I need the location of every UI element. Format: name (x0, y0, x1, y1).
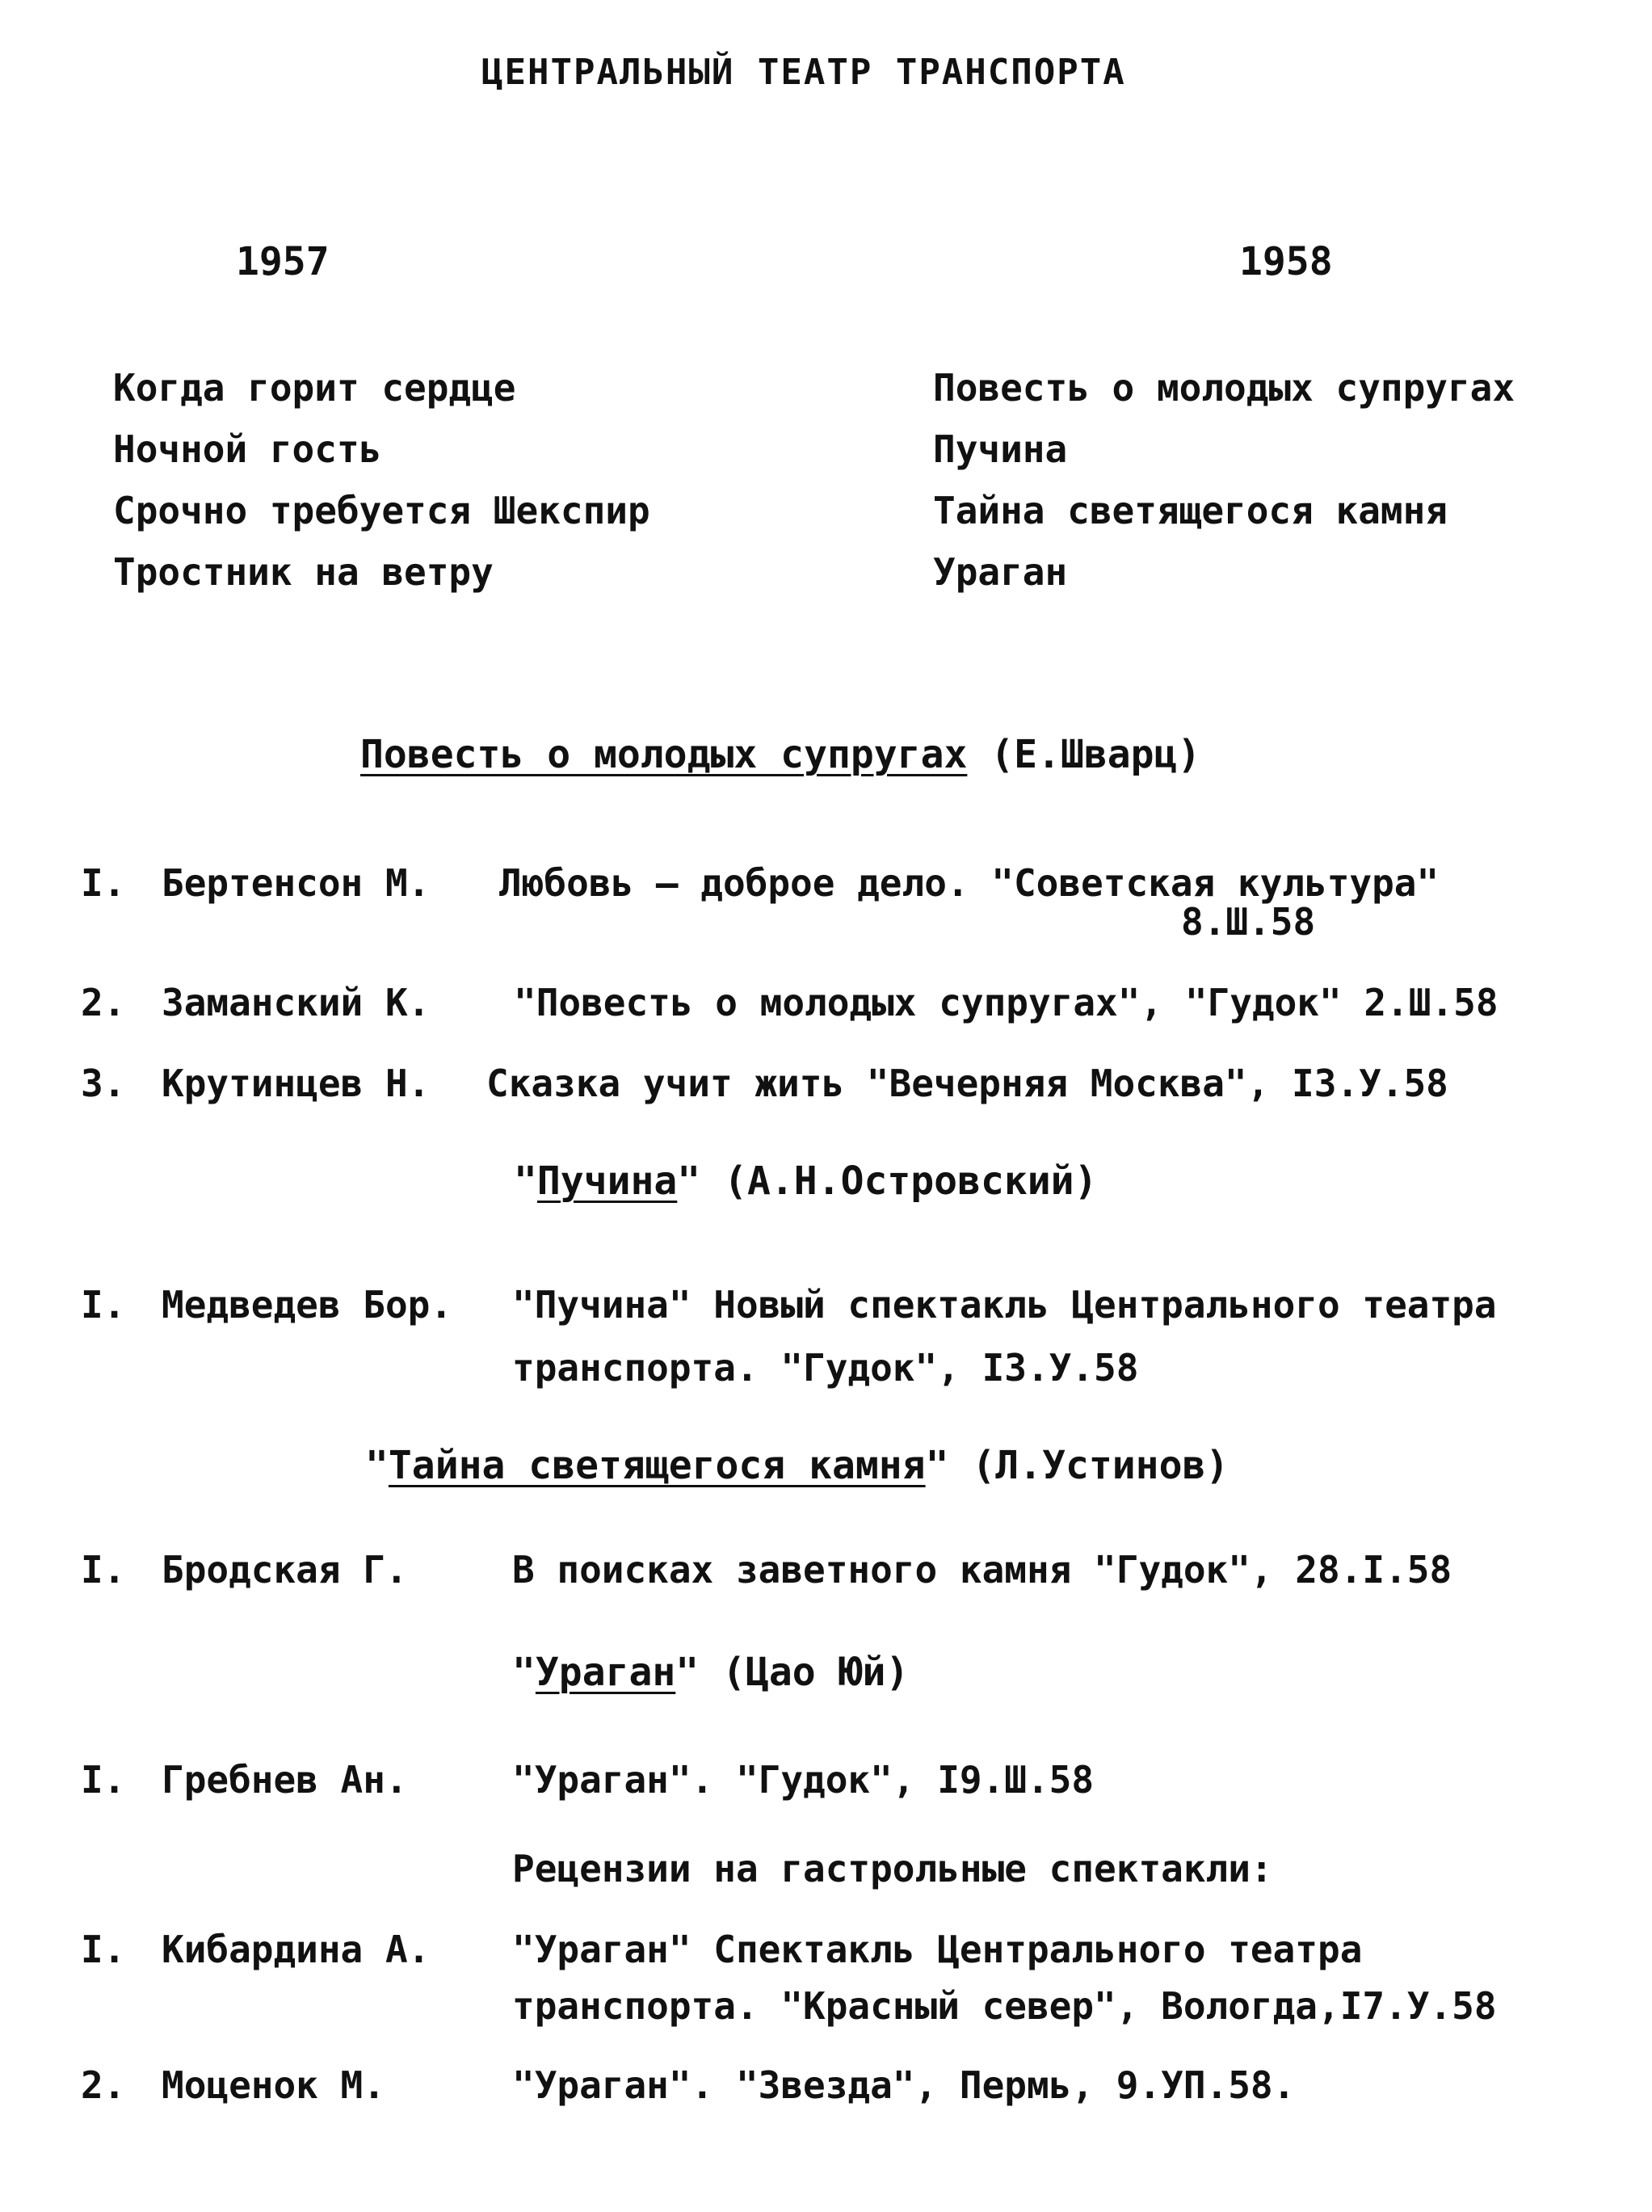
entry-text: "Ураган". "Звезда", Пермь, 9.УП.58. (512, 2063, 1296, 2107)
entry-text-cont: транспорта. "Красный север", Вологда,I7.У.58 (512, 1984, 1497, 2028)
entry-text: "Пучина" Новый спектакль Центрального театра (512, 1283, 1497, 1327)
entry-text: В поисках заветного камня "Гудок", 28.I.58 (512, 1548, 1452, 1592)
entry-author: Заманский К. (162, 981, 431, 1024)
section-heading: "Тайна светящегося камня" (Л.Устинов) (365, 1443, 1230, 1488)
list-item: Ночной гость (113, 427, 382, 471)
list-item: Повесть о молодых супругах (933, 366, 1515, 410)
entry-author: Моценок М. (162, 2063, 385, 2107)
list-item: Тростник на ветру (113, 550, 494, 594)
entry-author: Бродская Г. (162, 1548, 408, 1592)
entry-author: Медведев Бор. (162, 1283, 453, 1327)
section-heading: Повесть о молодых супругах (Е.Шварц) (360, 732, 1201, 777)
play-title: Ураган (535, 1650, 676, 1695)
entry-author: Гребнев Ан. (162, 1758, 408, 1802)
entry-author: Крутинцев Н. (162, 1062, 431, 1105)
tour-heading: Рецензии на гастрольные спектакли: (512, 1847, 1273, 1890)
repertoire-1957-list (113, 357, 650, 603)
list-item: Когда горит сердце (113, 366, 516, 410)
section-heading: "Пучина" (А.Н.Островский) (514, 1159, 1098, 1204)
entry-text: Сказка учит жить "Вечерняя Москва", I3.У.58 (486, 1062, 1448, 1105)
entry-number: I. (81, 1928, 126, 1971)
entry-text: Любовь – доброе дело. "Советская культура" (499, 861, 1440, 905)
entry-text-cont: транспорта. "Гудок", I3.У.58 (512, 1346, 1139, 1390)
entry-number: 2. (81, 981, 126, 1024)
entry-author: Бертенсон М. (162, 861, 431, 905)
play-title: Тайна светящегося камня (388, 1443, 926, 1488)
year-1957: 1957 (236, 239, 330, 284)
entry-number: I. (81, 1758, 126, 1802)
page-title: ЦЕНТРАЛЬНЫЙ ТЕАТР ТРАНСПОРТА (481, 52, 1126, 93)
entry-author: Кибардина А. (162, 1928, 431, 1971)
list-item: Срочно требуется Шекспир (113, 489, 650, 532)
repertoire-1958-list (933, 357, 1515, 603)
entry-number: I. (81, 861, 126, 905)
entry-text: "Повесть о молодых супругах", "Гудок" 2.Ш.58 (514, 981, 1499, 1024)
entry-number: 3. (81, 1062, 126, 1105)
list-item: Ураган (933, 550, 1068, 594)
section-heading: "Ураган" (Цао Юй) (512, 1650, 910, 1695)
list-item: Пучина (933, 427, 1068, 471)
play-title: Пучина (536, 1159, 678, 1204)
entry-number: I. (81, 1548, 126, 1592)
entry-text: "Ураган" Спектакль Центрального театра (512, 1928, 1363, 1971)
play-title: Повесть о молодых супругах (360, 732, 968, 777)
entry-number: 2. (81, 2063, 126, 2107)
year-1958: 1958 (1239, 239, 1333, 284)
list-item: Тайна светящегося камня (933, 489, 1448, 532)
entry-number: I. (81, 1283, 126, 1327)
entry-text: "Ураган". "Гудок", I9.Ш.58 (512, 1758, 1095, 1802)
entry-text-cont: 8.Ш.58 (1181, 900, 1316, 944)
